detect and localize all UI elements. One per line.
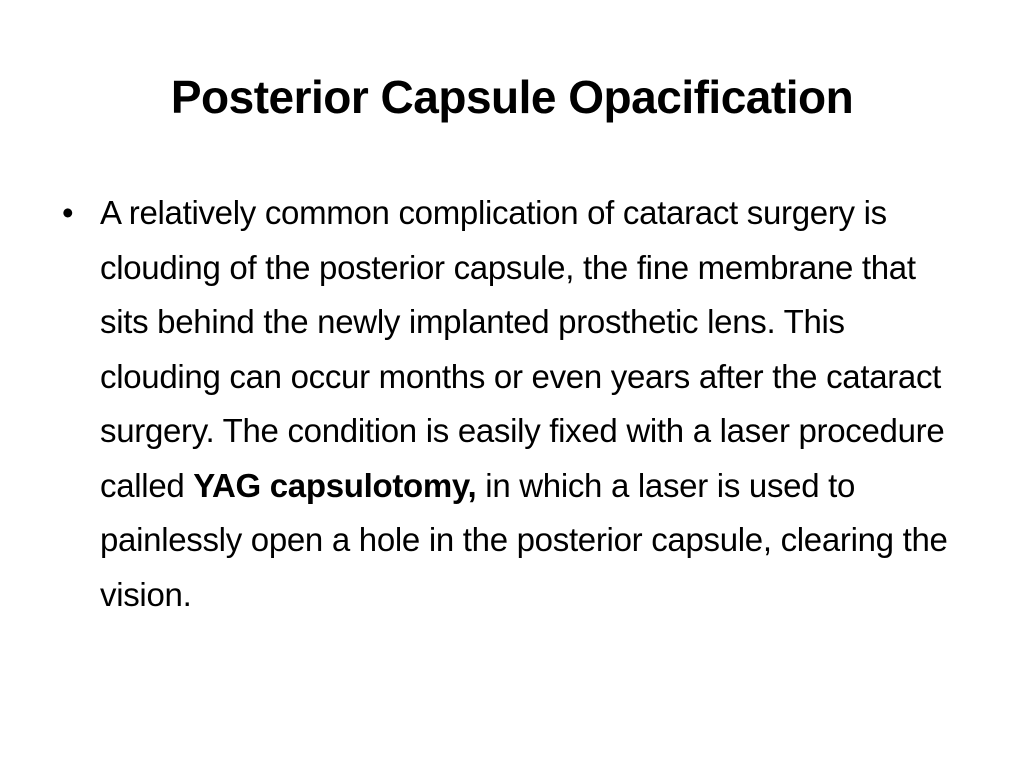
bullet-text-start: A relatively common complication of cataract surgery is clouding of the posterior capsule, the fine membrane that sits behind the newly implanted prosthetic lens. This clouding can occur months or even years after the cataract surgery. The condition is easily fixed with a laser procedure called <box>100 194 945 504</box>
bullet-list <box>60 186 960 622</box>
bullet-text-end: in which a laser is used to painlessly open a hole in the posterior capsule, clearing the vision. <box>100 466 948 613</box>
slide-title: Posterior Capsule Opacification <box>170 71 854 123</box>
bullet-bold-term: YAG capsulotomy, <box>193 466 477 504</box>
bullet-item <box>60 186 960 622</box>
bullet-marker: • <box>62 194 74 231</box>
